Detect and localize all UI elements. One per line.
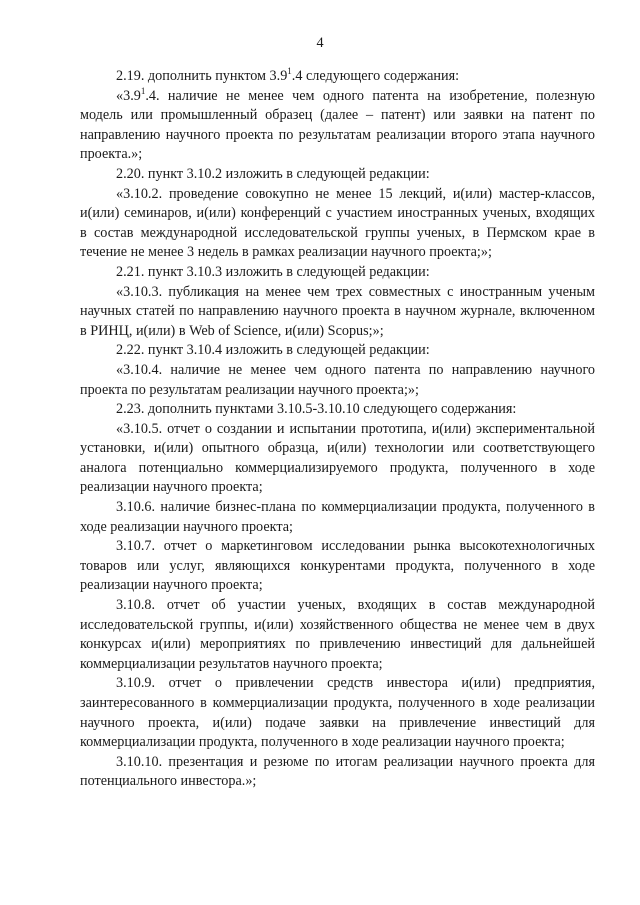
- paragraph-3-9-1-4: [80, 87, 595, 165]
- paragraph-3-10-5: «3.10.5. отчет о создании и испытании прототипа, и(или) экспериментальной установки, и(или) опытного образца, и(или) технологии или соответствующего аналога потенциально коммерциализируемого продукта, полученного в ходе реализации научного проекта;: [80, 420, 595, 496]
- paragraph-3-10-10: 3.10.10. презентация и резюме по итогам реализации научного проекта для потенциального инвестора.»;: [80, 753, 595, 790]
- paragraph-3-10-9: 3.10.9. отчет о привлечении средств инвестора и(или) предприятия, заинтересованного в коммерциализации продукта, полученного в ходе реализации научного проекта, и(или) подаче заявки на привлечение инвестиций для коммерциализации продукта, полученного в ходе реализации научного проекта;: [80, 675, 595, 751]
- paragraph-3-10-7: 3.10.7. отчет о маркетинговом исследовании рынка высокотехнологичных товаров или услуг, являющихся конкурентами продукта, полученного в ходе реализации научного проекта;: [80, 538, 595, 594]
- paragraph-text: .4. наличие не менее чем одного патента на изобретение, полезную модель или промышленный образец (далее – патент) или заявки на патент по направлению научного проекта по результатам реализации второго этапа научного проекта.»;: [80, 87, 595, 163]
- superscript: 1: [140, 85, 146, 96]
- paragraph-2-20: 2.20. пункт 3.10.2 изложить в следующей редакции:: [116, 165, 430, 182]
- paragraph-2-22: 2.22. пункт 3.10.4 изложить в следующей редакции:: [116, 342, 430, 359]
- page-number: 4: [316, 35, 324, 51]
- document-body: [80, 67, 595, 792]
- paragraph-3-10-2: «3.10.2. проведение совокупно не менее 15 лекций, и(или) мастер-классов, и(или) семинаров, и(или) конференций с участием иностранных ученых, входящих в состав международной исследовательской группы ученых, в Пермском крае в течение не менее 3 недель в рамках реализации научного проекта;»;: [80, 185, 595, 261]
- superscript: 1: [287, 66, 292, 76]
- paragraph-3-10-8: 3.10.8. отчет об участии ученых, входящих в состав международной исследовательской группы, и(или) хозяйственного общества не менее чем в двух конкурсах и(или) мероприятиях по привлечению инвестиций для дальнейшей коммерциализации результатов научного проекта;: [80, 597, 595, 672]
- paragraph-text: «3.9: [116, 87, 141, 104]
- paragraph-3-10-4: «3.10.4. наличие не менее чем одного патента по направлению научного проекта по результатам реализации научного проекта;»;: [80, 361, 595, 398]
- paragraph-2-23: 2.23. дополнить пунктами 3.10.5-3.10.10 следующего содержания:: [116, 401, 517, 418]
- paragraph-text: 2.19. дополнить пунктом 3.9: [116, 68, 288, 84]
- paragraph-text: .4 следующего содержания:: [291, 68, 460, 84]
- paragraph-2-19: [80, 67, 595, 87]
- paragraph-3-10-6: 3.10.6. наличие бизнес-плана по коммерциализации продукта, полученного в ходе реализации научного проекта;: [80, 499, 595, 535]
- paragraph-3-10-3: «3.10.3. публикация на менее чем трех совместных с иностранным ученым научных статей по направлению научного проекта в научном журнале, включенном в РИНЦ, и(или) в Web of Science, и(или) Scopus;»;: [80, 283, 595, 339]
- paragraph-2-21: 2.21. пункт 3.10.3 изложить в следующей редакции:: [116, 263, 430, 280]
